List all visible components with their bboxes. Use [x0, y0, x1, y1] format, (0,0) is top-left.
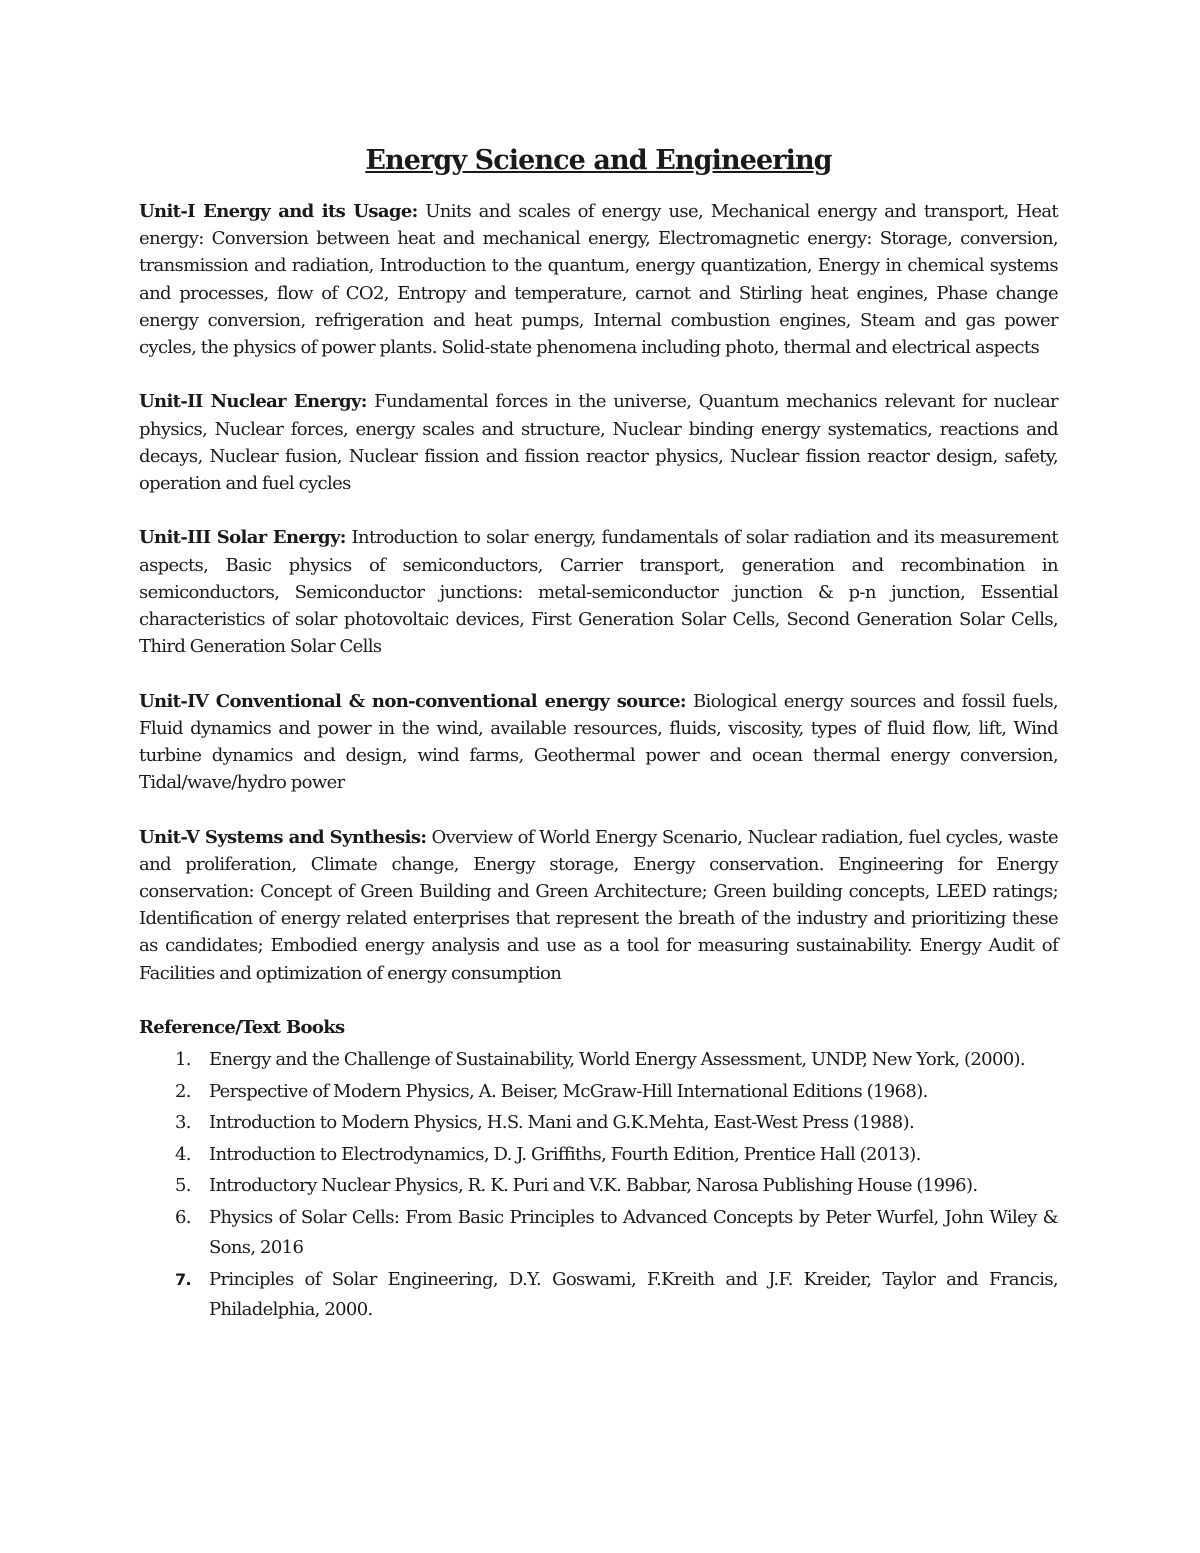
reference-item: [139, 1140, 1058, 1171]
reference-number: 1.: [175, 1049, 191, 1071]
reference-number: 6.: [175, 1206, 191, 1228]
unit-3-text: Introduction to solar energy, fundamentals of solar radiation and its measurement aspects, Basic physics of semiconductors, Carrier transport, generation and recombination in semiconductors, Semiconductor junctions: metal-semiconductor junction & p-n junction, Essential characteristics of solar photovoltaic devices, First Generation Solar Cells, Second Generation Solar Cells, Third Generation Solar Cells: [139, 527, 1058, 658]
reference-text: Perspective of Modern Physics, A. Beiser, McGraw-Hill International Editions (1968).: [209, 1080, 928, 1102]
reference-number: 3.: [175, 1112, 191, 1134]
unit-5-text: Overview of World Energy Scenario, Nuclear radiation, fuel cycles, waste and proliferation, Climate change, Energy storage, Energy conservation. Engineering for Energy conservation: Concept of Green Building and Green Architecture; Green building concepts, LEED ratings; Identification of energy related enterprises that represent the breath of the industry and prioritizing these as candidates; Embodied energy analysis and use as a tool for measuring sustainability. Energy Audit of Facilities and optimization of energy consumption: [139, 826, 1058, 984]
unit-1-heading: Unit-I Energy and its Usage:: [139, 201, 418, 222]
unit-5-paragraph: [139, 824, 1058, 987]
unit-4-paragraph: [139, 688, 1058, 797]
reference-text: Introduction to Electrodynamics, D. J. Griffiths, Fourth Edition, Prentice Hall (2013).: [209, 1143, 921, 1165]
reference-item: [139, 1077, 1058, 1108]
reference-number: 4.: [175, 1143, 191, 1165]
unit-4-text: Biological energy sources and fossil fuels, Fluid dynamics and power in the wind, available resources, fluids, viscosity, types of fluid flow, lift, Wind turbine dynamics and design, wind farms, Geothermal power and ocean thermal energy conversion, Tidal/wave/hydro power: [139, 690, 1058, 794]
reference-number: 5.: [175, 1175, 191, 1197]
reference-number: 2.: [175, 1080, 191, 1102]
unit-1-paragraph: [139, 198, 1058, 361]
references-list: [139, 1045, 1058, 1326]
references-heading: Reference/Text Books: [139, 1017, 345, 1039]
unit-2-heading: Unit-II Nuclear Energy:: [139, 391, 367, 413]
document-title: Energy Science and Engineering: [365, 145, 832, 176]
document-page: [139, 140, 1058, 1327]
reference-item: [139, 1203, 1058, 1264]
reference-number: 7.: [175, 1269, 191, 1289]
reference-item: [139, 1171, 1058, 1202]
unit-5-heading: Unit-V Systems and Synthesis:: [139, 826, 427, 848]
reference-item: [139, 1108, 1058, 1139]
unit-2-text: Fundamental forces in the universe, Quantum mechanics relevant for nuclear physics, Nuclear forces, energy scales and structure, Nuclear binding energy systematics, reactions and decays, Nuclear fusion, Nuclear fission and fission reactor physics, Nuclear fission reactor design, safety, operation and fuel cycles: [139, 391, 1059, 495]
reference-text: Principles of Solar Engineering, D.Y. Goswami, F.Kreith and J.F. Kreider, Taylor and Francis, Philadelphia, 2000.: [209, 1268, 1058, 1321]
unit-1-text: Units and scales of energy use, Mechanical energy and transport, Heat energy: Conversion between heat and mechanical energy, Electromagnetic energy: Storage, conversion, transmission and radiation, Introduction to the quantum, energy quantization, Energy in chemical systems and processes, flow of CO2, Entropy and temperature, carnot and Stirling heat engines, Phase change energy conversion, refrigeration and heat pumps, Internal combustion engines, Steam and gas power cycles, the physics of power plants. Solid-state phenomena including photo, thermal and electrical aspects: [139, 201, 1059, 359]
reference-text: Energy and the Challenge of Sustainability, World Energy Assessment, UNDP, New York, (2000).: [209, 1049, 1025, 1071]
unit-4-heading: Unit-IV Conventional & non-conventional energy source:: [139, 690, 686, 712]
unit-3-paragraph: [139, 524, 1058, 660]
reference-text: Introductory Nuclear Physics, R. K. Puri and V.K. Babbar, Narosa Publishing House (1996).: [209, 1175, 978, 1197]
unit-3-heading: Unit-III Solar Energy:: [139, 527, 346, 549]
reference-text: Introduction to Modern Physics, H.S. Mani and G.K.Mehta, East-West Press (1988).: [209, 1112, 915, 1134]
reference-text: Physics of Solar Cells: From Basic Principles to Advanced Concepts by Peter Wurfel, John Wiley & Sons, 2016: [209, 1206, 1058, 1259]
unit-2-paragraph: [139, 388, 1058, 497]
reference-item: [139, 1265, 1058, 1326]
reference-item: [139, 1045, 1058, 1076]
